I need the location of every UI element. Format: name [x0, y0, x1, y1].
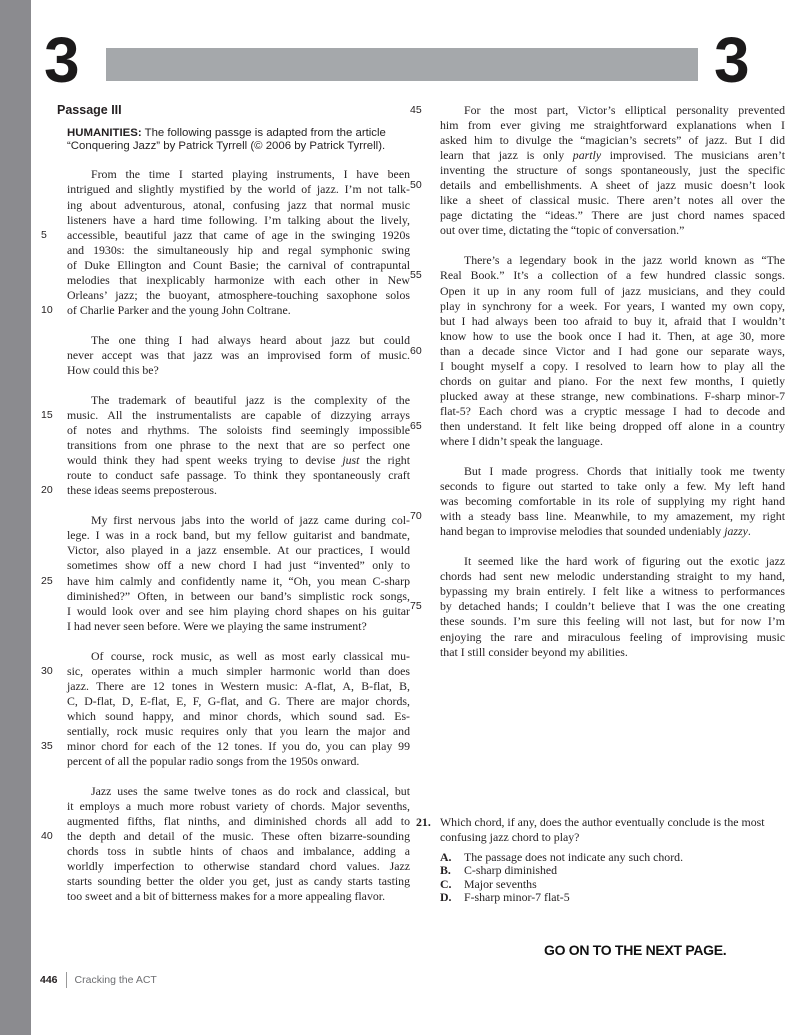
passage-line — [67, 453, 410, 468]
line-text-after: the right — [359, 453, 410, 468]
line-text: inventing the structure of songs spontaneously, just the specific — [440, 163, 785, 178]
passage-line — [67, 859, 410, 874]
passage-line — [67, 724, 410, 739]
line-text: these ideas seems preposterous. — [67, 483, 217, 498]
line-number: 65 — [410, 419, 422, 432]
line-text: was becoming comfortable in its role of supplying my right hand — [440, 494, 785, 509]
page-footer — [40, 972, 157, 988]
question-21 — [416, 815, 786, 905]
line-text: too sweet and a bit of bitterness makes for a more appealing flavor. — [67, 889, 386, 904]
passage-line — [67, 694, 410, 709]
line-text: and 1930s: the simultaneously hip and regal symphonic swing — [67, 242, 410, 257]
passage-line — [67, 182, 410, 197]
passage-intro — [57, 127, 410, 153]
line-text: melodies that inexplicably harmonize with each other in New — [67, 272, 410, 287]
line-text: How could this be? — [67, 362, 159, 377]
passage-line — [440, 223, 785, 238]
passage-line — [67, 649, 410, 664]
passage-paragraph — [410, 253, 785, 449]
passage-paragraph — [41, 784, 410, 904]
page-edge-strip — [0, 0, 31, 1035]
choice-letter: D. — [440, 890, 452, 905]
passage-line — [440, 284, 785, 299]
line-text: bypassing my brain entirely. I felt like a witness to performances — [440, 584, 785, 599]
line-text: chords toss in subtle hints of chaos and imbalance, adding a — [67, 844, 410, 859]
passage-line — [410, 343, 785, 359]
passage-line — [41, 302, 410, 318]
left-column — [41, 103, 410, 919]
passage-line — [67, 438, 410, 453]
section-header-bar — [106, 48, 698, 81]
passage-paragraph — [57, 333, 410, 378]
line-text: hand began to improvise melodies that sounded undeniably — [440, 524, 725, 539]
line-text: the depth and detail of the music. These often bizarre-sounding — [67, 829, 410, 844]
passage-line — [67, 528, 410, 543]
answer-choices — [416, 851, 786, 905]
line-text: sometimes show off a new chord I had just “invented” only to — [67, 558, 410, 573]
line-number: 5 — [41, 228, 47, 241]
line-text: starts sounding better the older you get, just as candy starts tasting — [67, 874, 410, 889]
passage-line — [67, 889, 410, 904]
line-text: chords on guitar and piano. For the next few months, I quietly — [440, 373, 785, 388]
line-number: 30 — [41, 664, 53, 677]
passage-line — [440, 314, 785, 329]
line-text: For the most part, Victor’s elliptical personality prevented — [464, 103, 785, 117]
choice-d[interactable] — [440, 891, 786, 904]
line-text: sentially, rock music requires only that you learn the major and — [67, 723, 410, 738]
line-text: route to conduct safe passage. To think they spontaneously craft — [67, 468, 410, 483]
line-text: then understand. It felt like being dropped off alone in a country — [440, 418, 785, 433]
line-text: Of course, rock music, as well as most early classical mu- — [91, 648, 410, 663]
line-text: jazz. There are 12 tones in Western music: A-flat, A, B-flat, B, — [67, 678, 410, 693]
passage-line — [440, 614, 785, 629]
right-column — [410, 103, 785, 675]
passage-line — [440, 494, 785, 509]
right-paragraphs — [410, 103, 785, 660]
line-text: Open it up in any room full of jazz musicians, and they could — [440, 283, 785, 298]
line-number: 60 — [410, 344, 422, 357]
passage-line — [67, 273, 410, 288]
line-text: asked him to divulge the “magician’s secrets” of jazz. But I did — [440, 133, 785, 148]
passage-line — [440, 118, 785, 133]
passage-line — [410, 509, 785, 524]
passage-paragraph — [41, 513, 410, 633]
left-paragraphs — [41, 167, 410, 904]
choice-c[interactable] — [440, 878, 786, 891]
passage-line — [67, 874, 410, 889]
passage-line — [67, 754, 410, 769]
page-number: 446 — [40, 974, 58, 986]
passage-line — [440, 299, 785, 314]
line-text: Orleans’ jazz; the buoyant, atmosphere-touching saxophone solos — [67, 287, 410, 302]
line-emphasis: jazzy — [724, 524, 748, 539]
choice-text: Major sevenths — [464, 876, 537, 891]
footer-divider — [66, 972, 67, 988]
book-title: Cracking the ACT — [74, 974, 157, 986]
passage-line — [67, 513, 410, 528]
line-text: that I still consider beyond my abilities. — [440, 644, 628, 659]
passage-label: Passage III — [57, 103, 122, 117]
intro-line-1: The following passge is adapted from the article — [141, 127, 386, 139]
line-text: C, D-flat, D, E-flat, E, F, G-flat, and G. There are major chords, — [67, 693, 410, 708]
passage-line — [41, 483, 410, 498]
section-number-right: 3 — [714, 24, 748, 96]
passage-paragraph — [41, 167, 410, 317]
line-text: The trademark of beautiful jazz is the complexity of the — [91, 393, 410, 408]
passage-line — [410, 599, 785, 614]
passage-line — [440, 569, 785, 584]
passage-line — [440, 253, 785, 268]
passage-line — [67, 167, 410, 182]
passage-line — [440, 630, 785, 645]
line-text: Jazz uses the same twelve tones as do rock and classical, but — [91, 784, 410, 799]
line-text: it employs a much more robust variety of chords. Major sevenths, — [67, 799, 410, 814]
line-text: know how to use the book once I had it. Then, at age 30, more — [440, 328, 785, 343]
line-text: with a steady bass line. Meanwhile, to my amazement, my right — [440, 509, 785, 524]
line-text: out over time, dictating the “topic of conversation.” — [440, 223, 685, 238]
line-number: 15 — [41, 409, 53, 422]
passage-line — [67, 558, 410, 573]
line-text: worldly imperfection to otherwise standard chord values. Jazz — [67, 859, 410, 874]
line-number: 10 — [41, 303, 53, 316]
passage-line — [67, 213, 410, 228]
line-number: 40 — [41, 830, 53, 843]
line-text: of Charlie Parker and the young John Coltrane. — [67, 302, 291, 317]
passage-line — [410, 103, 785, 118]
choice-text: The passage does not indicate any such chord. — [464, 850, 684, 864]
line-text: intrigued and slightly mystified by the world of jazz. I’m not talk- — [67, 182, 410, 197]
passage-line — [67, 814, 410, 829]
line-text: but I had always been too afraid to buy it, afraid that I wouldn’t — [440, 313, 785, 328]
passage-line — [67, 709, 410, 724]
passage-line — [41, 829, 410, 844]
intro-line-2: “Conquering Jazz” by Patrick Tyrrell (© 2006 by Patrick Tyrrell). — [67, 140, 386, 153]
line-text: him from ever giving me straightforward explanations when I — [440, 118, 785, 133]
choice-letter: A. — [440, 850, 452, 864]
passage-line — [440, 464, 785, 479]
line-text: From the time I started playing instruments, I have been — [91, 167, 410, 182]
line-text: accessible, beautiful jazz that came of age in the swinging 1920s — [67, 227, 410, 242]
line-text: details and embellishments. A sheet of jazz music doesn’t look — [440, 178, 785, 193]
passage-paragraph — [410, 103, 785, 238]
line-text: It seemed like the hard work of figuring out the exotic jazz — [464, 554, 785, 569]
line-text: listeners have a hard time following. I’m talking about the lively, — [67, 212, 410, 227]
passage-line — [67, 348, 410, 363]
line-text: than a decade since Victor and I had gone our separate ways, — [440, 343, 785, 358]
line-text: Real Book.” It’s a collection of a few hundred classic songs. — [440, 268, 785, 283]
line-text: I had never seen before. Were we playing the same instrument? — [67, 618, 367, 633]
question-text: Which chord, if any, does the author eventually conclude is the most confusing jazz chord to play? — [440, 815, 765, 844]
line-text: ing about adventurous, atonal, confusing jazz that normal music — [67, 197, 410, 212]
passage-line — [440, 329, 785, 344]
line-text: learn that jazz is only — [440, 148, 573, 163]
line-text: My first nervous jabs into the world of jazz came during col- — [91, 513, 410, 528]
section-number-left: 3 — [44, 24, 78, 96]
passage-paragraph — [410, 464, 785, 539]
passage-line — [67, 423, 410, 438]
line-text: minor chord for each of the 12 tones. If you do, you can play 99 — [67, 739, 410, 753]
line-number: 55 — [410, 269, 422, 282]
passage-line — [440, 389, 785, 404]
line-text: never accept was that jazz was an improvised form of music. — [67, 347, 410, 362]
passage-line — [440, 359, 785, 374]
passage-line — [410, 268, 785, 283]
choice-text: C-sharp diminished — [464, 863, 558, 878]
passage-line — [440, 645, 785, 660]
line-text: enjoying the rare and miraculous feeling of improvising music — [440, 629, 785, 644]
passage-line — [67, 288, 410, 303]
line-emphasis: partly — [572, 148, 602, 163]
passage-line — [67, 543, 410, 558]
passage-line — [67, 258, 410, 273]
line-text: flat-5? Each chord was a cryptic message I had to decode and — [440, 403, 785, 418]
passage-line — [67, 679, 410, 694]
passage-line — [41, 573, 410, 589]
line-number: 75 — [410, 600, 422, 613]
line-text: augmented fifths, flat ninths, and diminished chords all add to — [67, 814, 410, 829]
line-text: There’s a legendary book in the jazz world known as “The — [464, 253, 785, 268]
line-text: music. All the instrumentalists are capable of dizzying arrays — [67, 408, 410, 423]
line-number: 45 — [410, 104, 422, 116]
passage-line — [41, 663, 410, 679]
line-number: 50 — [410, 179, 422, 192]
passage-line — [410, 178, 785, 193]
choice-text: F-sharp minor-7 flat-5 — [464, 890, 570, 905]
choice-letter: B. — [440, 863, 451, 878]
line-text: sic, operates within a much simpler harmonic world than does — [67, 663, 410, 678]
passage-line — [67, 604, 410, 619]
question-number: 21. — [416, 815, 431, 829]
passage-line — [67, 589, 410, 604]
line-emphasis: just — [342, 453, 360, 468]
choice-a[interactable] — [440, 851, 786, 864]
passage-line — [440, 148, 785, 163]
passage-line — [410, 418, 785, 434]
line-text: I would look over and see him playing chord shapes on his guitar — [67, 603, 410, 618]
line-text: The one thing I had always heard about jazz but could — [91, 332, 410, 347]
passage-line — [41, 739, 410, 754]
choice-letter: C. — [440, 876, 452, 891]
line-text: But I made progress. Chords that initially took me twenty — [464, 464, 785, 479]
line-number: 25 — [41, 574, 53, 587]
passage-line — [67, 198, 410, 213]
passage-line — [67, 333, 410, 348]
line-text: have him calmly and confidently name it, “Oh, you mean C-sharp — [67, 573, 410, 588]
go-on-next-page: GO ON TO THE NEXT PAGE. — [544, 942, 727, 958]
passage-line — [67, 243, 410, 258]
line-text: lege. I was in a rock band, but my fellow guitarist and bandmate, — [67, 528, 410, 543]
line-text-after: improvised. The musicians aren’t — [601, 148, 785, 163]
line-number: 70 — [410, 510, 422, 523]
line-text: play in synchrony for a week. For years, I wanted my own copy, — [440, 298, 785, 313]
passage-line — [41, 227, 410, 243]
passage-paragraph — [41, 648, 410, 769]
line-text: I bought myself a copy. I resolved to learn how to play all the — [440, 358, 785, 373]
passage-line — [67, 799, 410, 814]
line-text: percent of all the popular radio songs from the 1950s onward. — [67, 754, 360, 769]
line-text: diminished?” Often, in between our band’s simplistic rock songs, — [67, 588, 410, 603]
line-text: plucked away at these strange, new combinations. F-sharp minor-7 — [440, 388, 785, 403]
passage-line — [440, 584, 785, 599]
passage-line — [440, 208, 785, 223]
line-text: which sound happy, and minor chords, which sound sad. Es- — [67, 708, 410, 723]
line-text: chords had sent new melodic understanding straight to my hand, — [440, 569, 785, 584]
line-text: of notes and rhythms. The soloists find seemingly impossible — [67, 423, 410, 438]
passage-line — [67, 844, 410, 859]
passage-line — [440, 479, 785, 494]
passage-line — [440, 524, 785, 539]
intro-label: HUMANITIES: — [67, 127, 142, 139]
passage-line — [67, 363, 410, 378]
line-text: would think they had spent weeks trying to devise — [67, 453, 343, 468]
line-text: transitions from one phrase to the next that are so perfect one — [67, 438, 410, 453]
passage-line — [67, 468, 410, 483]
passage-line — [440, 554, 785, 569]
passage-line — [440, 163, 785, 178]
passage-line — [67, 619, 410, 634]
line-text-after: . — [747, 524, 751, 539]
line-text: like a sheet of classical music. There aren’t notes all over the — [440, 193, 785, 208]
line-text: seconds to figure out started to take only a few. My left hand — [440, 479, 785, 494]
choice-b[interactable] — [440, 864, 786, 877]
passage-line — [67, 784, 410, 799]
passage-line — [440, 193, 785, 208]
line-text: Victor, also played in a jazz ensemble. At our practices, I would — [67, 543, 410, 558]
passage-paragraph — [410, 554, 785, 659]
passage-line — [440, 404, 785, 419]
line-number: 35 — [41, 740, 53, 752]
passage-line — [41, 408, 410, 423]
line-number: 20 — [41, 484, 53, 497]
line-text: these sounds. I’m sure this feeling will not last, but for now I’m — [440, 614, 785, 629]
passage-line — [440, 133, 785, 148]
line-text: of Duke Ellington and Count Basie; the carnival of contrapuntal — [67, 257, 410, 272]
line-text: where I didn’t speak the language. — [440, 433, 603, 448]
passage-line — [67, 393, 410, 408]
passage-line — [440, 374, 785, 389]
line-text: page dictating the “ideas.” There are just chord names spaced — [440, 208, 785, 223]
passage-line — [440, 434, 785, 449]
passage-paragraph — [41, 393, 410, 498]
line-text: by detached hands; I couldn’t believe that I was the one creating — [440, 599, 785, 614]
